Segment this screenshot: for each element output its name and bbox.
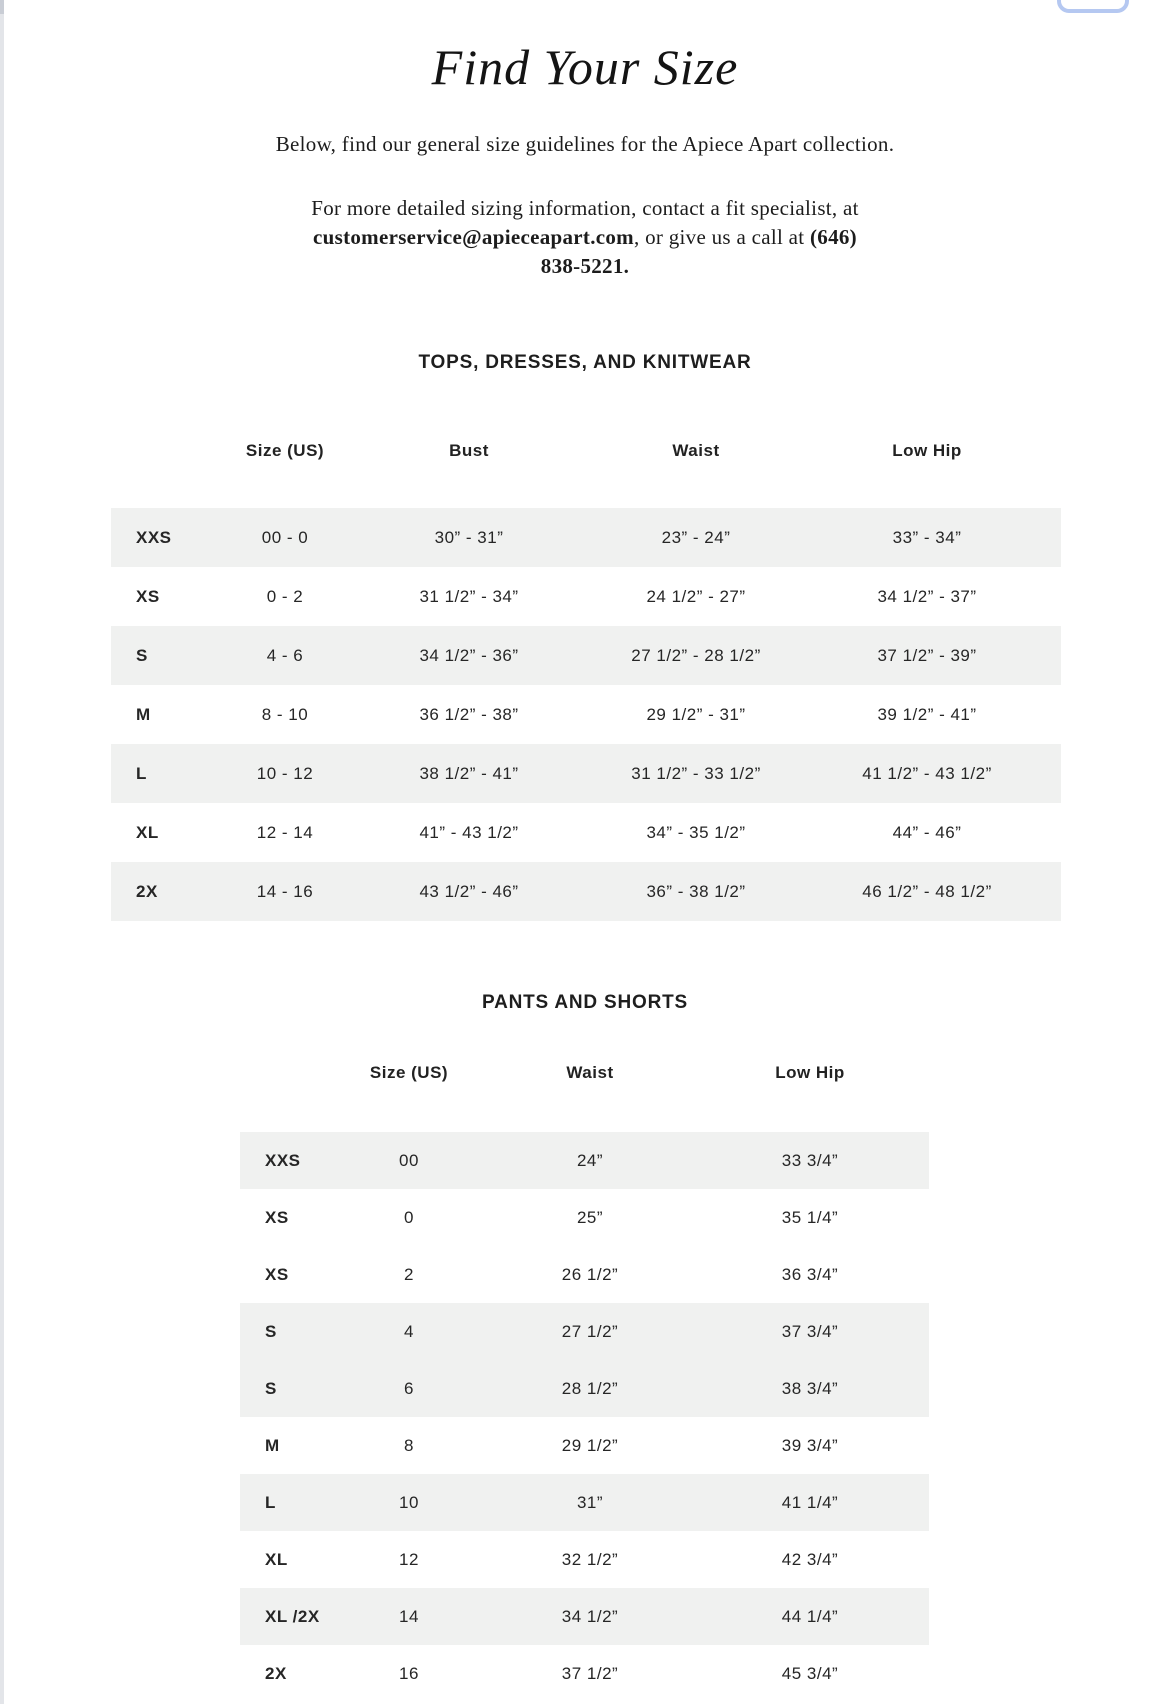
waist-value: 34 1/2” bbox=[561, 1606, 619, 1626]
column-header-size: Size (US) bbox=[369, 1063, 449, 1082]
size-value: 0 - 2 bbox=[266, 586, 304, 606]
size-label: XXS bbox=[265, 1150, 301, 1170]
table-row bbox=[111, 862, 1061, 921]
contact-line bbox=[0, 252, 1170, 281]
waist-value: 24 1/2” - 27” bbox=[646, 586, 746, 606]
column-header-waist: Waist bbox=[672, 441, 720, 460]
low-hip-value: 42 3/4” bbox=[781, 1549, 839, 1569]
column-header-low-hip: Low Hip bbox=[775, 1063, 845, 1082]
size-value: 00 - 0 bbox=[261, 527, 309, 547]
table-row bbox=[111, 803, 1061, 862]
waist-value: 28 1/2” bbox=[561, 1378, 619, 1398]
bust-value: 43 1/2” - 46” bbox=[419, 881, 519, 901]
size-label: S bbox=[136, 645, 148, 665]
size-label: M bbox=[136, 704, 151, 724]
waist-value: 29 1/2” - 31” bbox=[646, 704, 746, 724]
pants-table-body bbox=[240, 1132, 929, 1702]
intro-text: Below, find our general size guidelines for the Apiece Apart collection. bbox=[275, 132, 895, 156]
size-label: 2X bbox=[136, 881, 158, 901]
low-hip-value: 45 3/4” bbox=[781, 1663, 839, 1683]
contact-line bbox=[0, 223, 1170, 252]
page-title: Find Your Size bbox=[431, 39, 739, 95]
table-row bbox=[240, 1588, 929, 1645]
bust-value: 41” - 43 1/2” bbox=[419, 822, 519, 842]
size-label: S bbox=[265, 1321, 277, 1341]
size-value: 12 - 14 bbox=[256, 822, 314, 842]
page-edge-strip-top bbox=[0, 0, 4, 14]
size-value: 4 - 6 bbox=[266, 645, 304, 665]
waist-value: 34” - 35 1/2” bbox=[646, 822, 746, 842]
table-row bbox=[240, 1132, 929, 1189]
column-header-low-hip: Low Hip bbox=[892, 441, 962, 460]
size-label: M bbox=[265, 1435, 280, 1455]
size-label: 2X bbox=[265, 1663, 287, 1683]
size-label: XL bbox=[265, 1549, 288, 1569]
size-label: XS bbox=[265, 1207, 289, 1227]
table-row bbox=[240, 1189, 929, 1246]
size-value: 8 bbox=[404, 1435, 414, 1455]
size-value: 10 - 12 bbox=[256, 763, 314, 783]
pants-table-header bbox=[240, 1063, 929, 1083]
size-value: 14 - 16 bbox=[256, 881, 314, 901]
low-hip-value: 44 1/4” bbox=[781, 1606, 839, 1626]
bust-value: 34 1/2” - 36” bbox=[419, 645, 519, 665]
column-header-bust: Bust bbox=[449, 441, 489, 460]
waist-value: 31” bbox=[576, 1492, 604, 1512]
size-value: 2 bbox=[404, 1264, 414, 1284]
column-header-waist: Waist bbox=[566, 1063, 614, 1082]
size-value: 16 bbox=[399, 1663, 419, 1683]
low-hip-value: 34 1/2” - 37” bbox=[877, 586, 977, 606]
contact-line bbox=[0, 194, 1170, 223]
size-label: XS bbox=[136, 586, 160, 606]
table-row bbox=[240, 1645, 929, 1702]
contact-segment: (646) bbox=[809, 225, 857, 249]
low-hip-value: 38 3/4” bbox=[781, 1378, 839, 1398]
low-hip-value: 36 3/4” bbox=[781, 1264, 839, 1284]
size-value: 14 bbox=[399, 1606, 419, 1626]
table-row bbox=[111, 685, 1061, 744]
low-hip-value: 39 1/2” - 41” bbox=[877, 704, 977, 724]
size-value: 4 bbox=[404, 1321, 414, 1341]
size-label: L bbox=[265, 1492, 276, 1512]
low-hip-value: 33” - 34” bbox=[892, 527, 962, 547]
size-label: XXS bbox=[136, 527, 172, 547]
low-hip-value: 33 3/4” bbox=[781, 1150, 839, 1170]
bust-value: 31 1/2” - 34” bbox=[419, 586, 519, 606]
contact-segment: For more detailed sizing information, contact a fit specialist, at bbox=[311, 196, 859, 220]
size-label: S bbox=[265, 1378, 277, 1398]
waist-value: 23” - 24” bbox=[661, 527, 731, 547]
low-hip-value: 37 1/2” - 39” bbox=[877, 645, 977, 665]
contact-text bbox=[0, 194, 1170, 281]
table-row bbox=[111, 744, 1061, 803]
waist-value: 27 1/2” bbox=[561, 1321, 619, 1341]
waist-value: 29 1/2” bbox=[561, 1435, 619, 1455]
size-value: 12 bbox=[399, 1549, 419, 1569]
size-label: L bbox=[136, 763, 147, 783]
waist-value: 27 1/2” - 28 1/2” bbox=[631, 645, 761, 665]
waist-value: 37 1/2” bbox=[561, 1663, 619, 1683]
size-value: 0 bbox=[404, 1207, 414, 1227]
low-hip-value: 39 3/4” bbox=[781, 1435, 839, 1455]
table-row bbox=[240, 1303, 929, 1360]
waist-value: 32 1/2” bbox=[561, 1549, 619, 1569]
bust-value: 30” - 31” bbox=[434, 527, 504, 547]
low-hip-value: 46 1/2” - 48 1/2” bbox=[862, 881, 992, 901]
table-row bbox=[111, 508, 1061, 567]
low-hip-value: 41 1/4” bbox=[781, 1492, 839, 1512]
table-row bbox=[240, 1531, 929, 1588]
waist-value: 31 1/2” - 33 1/2” bbox=[631, 763, 761, 783]
table-row bbox=[240, 1474, 929, 1531]
bust-value: 38 1/2” - 41” bbox=[419, 763, 519, 783]
column-header-size: Size (US) bbox=[245, 441, 325, 460]
waist-value: 36” - 38 1/2” bbox=[646, 881, 746, 901]
low-hip-value: 37 3/4” bbox=[781, 1321, 839, 1341]
table-row bbox=[111, 626, 1061, 685]
email-link[interactable]: customerservice@apieceapart.com bbox=[313, 225, 634, 249]
waist-value: 26 1/2” bbox=[561, 1264, 619, 1284]
tops-table-header bbox=[111, 441, 1061, 461]
size-label: XL /2X bbox=[265, 1606, 320, 1626]
table-row bbox=[240, 1417, 929, 1474]
size-value: 8 - 10 bbox=[261, 704, 309, 724]
low-hip-value: 44” - 46” bbox=[892, 822, 962, 842]
tops-section-title: TOPS, DRESSES, AND KNITWEAR bbox=[418, 352, 752, 373]
size-label: XS bbox=[265, 1264, 289, 1284]
table-row bbox=[240, 1246, 929, 1303]
contact-segment: , or give us a call at bbox=[633, 225, 810, 249]
waist-value: 25” bbox=[576, 1207, 604, 1227]
low-hip-value: 35 1/4” bbox=[781, 1207, 839, 1227]
size-value: 10 bbox=[399, 1492, 419, 1512]
pants-section-title: PANTS AND SHORTS bbox=[482, 992, 688, 1013]
table-row bbox=[240, 1360, 929, 1417]
size-value: 00 bbox=[399, 1150, 419, 1170]
bust-value: 36 1/2” - 38” bbox=[419, 704, 519, 724]
table-row bbox=[111, 567, 1061, 626]
size-label: XL bbox=[136, 822, 159, 842]
tops-table-body bbox=[111, 508, 1061, 921]
low-hip-value: 41 1/2” - 43 1/2” bbox=[862, 763, 992, 783]
waist-value: 24” bbox=[576, 1150, 604, 1170]
contact-segment: 838-5221. bbox=[540, 254, 630, 278]
size-value: 6 bbox=[404, 1378, 414, 1398]
cropped-corner-button[interactable] bbox=[1057, 0, 1129, 13]
